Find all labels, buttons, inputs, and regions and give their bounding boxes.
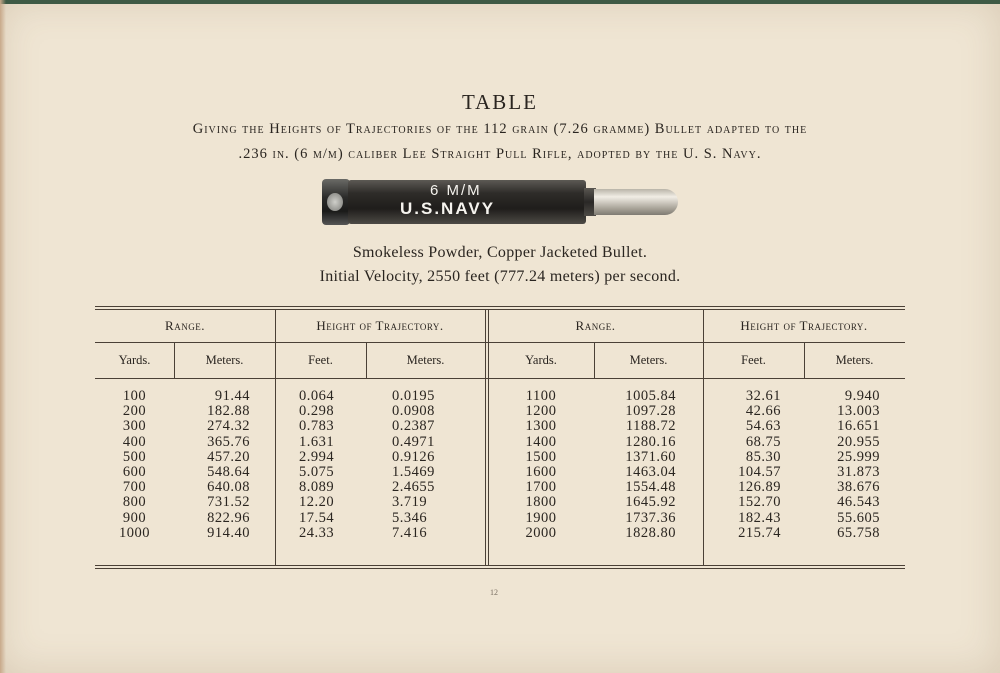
cell-feet: 0.298 (299, 403, 335, 420)
cell-meters: 20.955 (837, 433, 880, 450)
cell-meters: 16.651 (837, 418, 880, 435)
cartridge-illustration (322, 177, 678, 227)
cell-yards: 1300 (525, 418, 557, 435)
headstamp-emblem (327, 193, 343, 211)
col-header-meters: Meters. (205, 353, 244, 367)
cell-meters: 457.20 (207, 448, 250, 465)
cell-meters: 1371.60 (625, 448, 676, 465)
cartridge-rim (322, 179, 350, 225)
cell-meters: 5.346 (392, 509, 428, 526)
group-header-height: Height of Trajectory. (740, 318, 868, 333)
cell-meters: 38.676 (837, 479, 880, 496)
sub-header-rule (95, 378, 905, 379)
cell-meters: 1280.16 (625, 433, 676, 450)
cell-feet: 5.075 (299, 464, 335, 480)
cell-meters: 91.44 (214, 388, 250, 404)
col-header-yards: Yards. (525, 353, 557, 367)
cell-feet: 42.66 (745, 403, 781, 420)
cell-meters: 55.605 (837, 509, 880, 526)
cell-yards: 1700 (525, 479, 557, 496)
cell-feet: 182.43 (738, 509, 781, 526)
cell-yards: 1000 (119, 524, 150, 541)
bullet-tip (594, 189, 678, 215)
cell-meters: 0.0195 (392, 388, 435, 404)
column-rule (703, 309, 704, 565)
cartridge-stamp-text: U.S.NAVY (400, 199, 496, 218)
cell-feet: 24.33 (299, 524, 335, 541)
cell-yards: 1400 (525, 433, 557, 450)
cover-edge (0, 0, 1000, 4)
col-header-meters: Meters. (629, 353, 668, 367)
cell-feet: 152.70 (738, 494, 781, 511)
group-header-range: Range. (575, 318, 616, 333)
cell-yards: 1200 (525, 403, 557, 420)
cell-feet: 1.631 (299, 433, 335, 450)
cell-feet: 126.89 (738, 479, 781, 496)
cell-meters: 1645.92 (625, 494, 676, 511)
cell-meters: 731.52 (207, 494, 250, 511)
cell-feet: 85.30 (745, 448, 781, 465)
cell-meters: 65.758 (837, 524, 880, 541)
powder-line: Smokeless Powder, Copper Jacketed Bullet. (352, 244, 648, 261)
cell-meters: 0.4971 (392, 433, 435, 450)
cell-yards: 400 (122, 433, 147, 450)
cell-feet: 68.75 (745, 433, 781, 450)
cell-yards: 500 (122, 448, 147, 465)
subtitle-line-1: Giving the Heights of Trajectories of the 112 grain (7.26 gramme) Bullet adapted to the (192, 121, 808, 137)
cell-yards: 700 (122, 479, 147, 496)
col-header-meters: Meters. (835, 353, 874, 367)
cell-meters: 365.76 (207, 433, 250, 450)
cell-feet: 215.74 (738, 524, 781, 541)
cell-feet: 32.61 (745, 388, 781, 404)
cell-feet: 104.57 (738, 464, 781, 480)
cell-meters: 46.543 (837, 494, 880, 511)
cell-meters: 0.2387 (392, 418, 435, 435)
cell-meters: 7.416 (392, 524, 428, 541)
half-divider-rule (485, 309, 486, 565)
cell-meters: 1005.84 (625, 388, 676, 404)
page-title: TABLE (462, 90, 538, 114)
table-top-rule-inner (95, 309, 905, 310)
cell-yards: 1600 (525, 464, 557, 480)
cell-feet: 2.994 (299, 448, 335, 465)
cell-meters: 0.9126 (392, 448, 435, 465)
cell-meters: 640.08 (207, 479, 250, 496)
cell-meters: 274.32 (207, 418, 250, 435)
cell-meters: 1554.48 (625, 479, 676, 496)
cell-meters: 0.0908 (392, 403, 435, 420)
cell-feet: 0.064 (299, 388, 335, 404)
cell-yards: 900 (122, 509, 147, 526)
trajectory-table (95, 306, 905, 571)
cell-yards: 1800 (525, 494, 557, 511)
cell-meters: 1828.80 (625, 524, 676, 541)
group-header-range: Range. (165, 318, 205, 333)
cell-feet: 54.63 (745, 418, 781, 435)
table-bottom-rule (95, 565, 905, 566)
subtitle-line-2: .236 in. (6 m/m) caliber Lee Straight Pull Rifle, adopted by the U. S. Navy. (238, 146, 762, 162)
cell-meters: 1737.36 (625, 509, 676, 526)
col-header-feet: Feet. (308, 353, 333, 367)
cartridge-caliber-text: 6 M/M (430, 182, 482, 199)
cell-yards: 600 (122, 464, 147, 480)
cell-yards: 1100 (525, 388, 557, 404)
cell-yards: 2000 (525, 524, 557, 541)
col-header-meters: Meters. (406, 353, 445, 367)
cell-feet: 17.54 (299, 509, 335, 526)
cartridge-case (348, 180, 586, 224)
cell-meters: 822.96 (207, 509, 250, 526)
col-header-yards: Yards. (118, 353, 151, 367)
col-header-feet: Feet. (741, 353, 766, 367)
cell-yards: 200 (122, 403, 147, 420)
cell-meters: 25.999 (837, 448, 880, 465)
column-rule (275, 309, 276, 565)
cell-yards: 100 (122, 388, 147, 404)
group-header-height: Height of Trajectory. (316, 318, 444, 333)
cell-meters: 13.003 (837, 403, 880, 420)
cell-meters: 31.873 (837, 464, 880, 480)
cell-meters: 3.719 (392, 494, 428, 511)
cell-meters: 9.940 (844, 388, 880, 404)
cell-meters: 914.40 (207, 524, 250, 541)
cell-meters: 1.5469 (392, 464, 435, 480)
cell-meters: 1188.72 (625, 418, 676, 435)
cell-yards: 300 (122, 418, 147, 435)
cell-yards: 1900 (525, 509, 557, 526)
cell-feet: 0.783 (299, 418, 335, 435)
table-top-rule (95, 306, 905, 307)
table-bottom-rule-inner (95, 568, 905, 569)
cell-meters: 182.88 (207, 403, 250, 420)
cell-feet: 8.089 (299, 479, 335, 496)
cell-meters: 2.4655 (392, 479, 435, 496)
cell-feet: 12.20 (299, 494, 335, 511)
cell-yards: 1500 (525, 448, 557, 465)
cell-yards: 800 (122, 494, 147, 511)
page-number: 12 (490, 588, 498, 597)
velocity-line: Initial Velocity, 2550 feet (777.24 meters) per second. (319, 268, 681, 285)
group-header-rule (95, 342, 905, 343)
cell-meters: 1463.04 (625, 464, 676, 480)
cell-meters: 548.64 (207, 464, 250, 480)
cell-meters: 1097.28 (625, 403, 676, 420)
